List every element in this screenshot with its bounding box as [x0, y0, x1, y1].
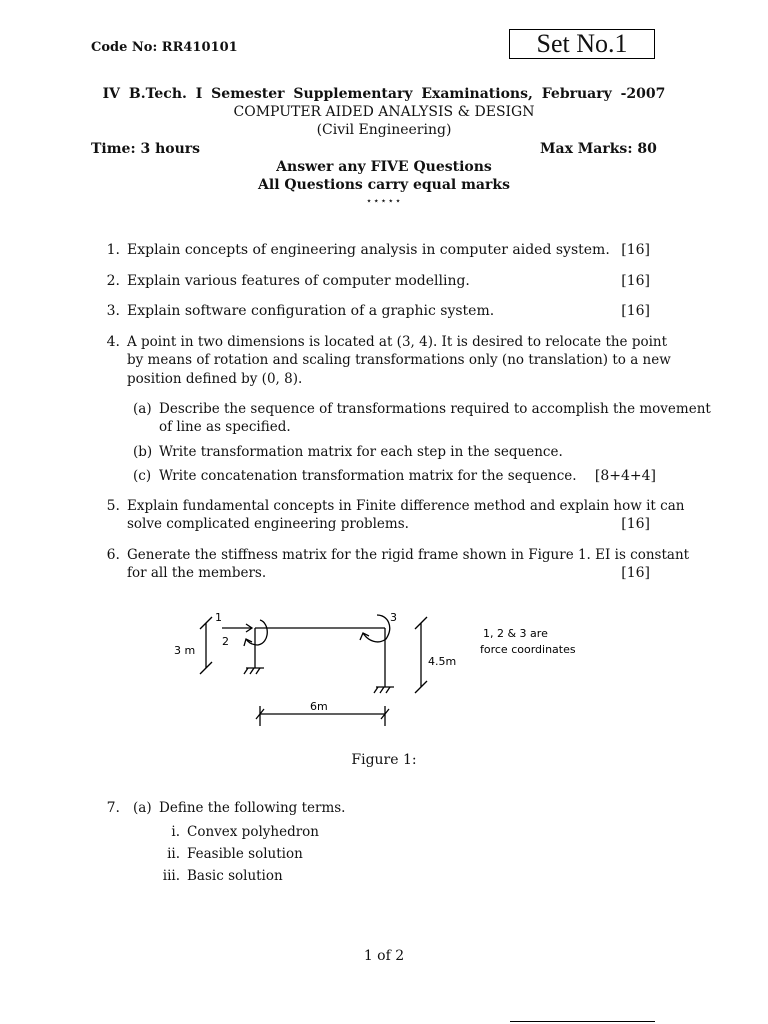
set-number-box: Set No.1	[509, 29, 655, 59]
item-text: Convex polyhedron	[187, 824, 319, 840]
part-text-line: Write concatenation transformation matrix for the sequence.	[159, 468, 577, 484]
coordinate-1-arrow	[222, 624, 252, 632]
left-height-label: 3 m	[174, 644, 196, 657]
part-label: (a)	[133, 401, 152, 417]
item-label: ii.	[167, 846, 180, 862]
figure-note-line-1: 1, 2 & 3 are	[483, 627, 548, 640]
part-text-line: Describe the sequence of transformations required to accomplish the movement	[159, 401, 711, 417]
coordinate-2-label: 2	[222, 635, 229, 648]
part-label: (a)	[133, 800, 152, 816]
question-text-line: solve complicated engineering problems.	[127, 516, 409, 532]
question-text-line: for all the members.	[127, 565, 267, 581]
span-label: 6m	[310, 700, 328, 713]
left-height-dimension	[200, 617, 212, 674]
question-number: 3.	[106, 303, 120, 319]
coordinate-3-label: 3	[390, 611, 397, 624]
question-text-line: Explain fundamental concepts in Finite difference method and explain how it can	[127, 498, 685, 514]
bottom-rule	[510, 1021, 655, 1022]
right-height-dimension	[415, 617, 427, 693]
part-text-line: of line as specified.	[159, 419, 291, 435]
question-number: 5.	[106, 498, 120, 514]
question-text-line: Generate the stiffness matrix for the rigid frame shown in Figure 1. EI is constant	[127, 547, 690, 563]
item-text: Feasible solution	[187, 846, 303, 862]
figure-note-line-2: force coordinates	[480, 643, 576, 656]
question-number: 4.	[106, 334, 120, 350]
question-text-line: A point in two dimensions is located at (3, 4). It is desired to relocate the point	[127, 334, 668, 350]
right-fixed-support	[374, 687, 394, 693]
star-separator: ⋆⋆⋆⋆⋆	[365, 196, 403, 207]
question-marks: [16]	[621, 303, 650, 319]
question-number: 6.	[106, 547, 120, 563]
question-text: Explain concepts of engineering analysis in computer aided system.	[127, 242, 610, 258]
item-label: iii.	[162, 868, 180, 884]
part-text: Define the following terms.	[159, 800, 346, 816]
question-marks: [16]	[621, 516, 650, 532]
subject-title: COMPUTER AIDED ANALYSIS & DESIGN	[233, 104, 535, 120]
part-label: (b)	[133, 444, 153, 460]
right-height-label: 4.5m	[428, 655, 457, 668]
left-fixed-support	[244, 668, 264, 674]
question-number: 1.	[106, 242, 120, 258]
item-text: Basic solution	[187, 868, 283, 884]
question-number: 2.	[106, 273, 120, 289]
question-text-line: by means of rotation and scaling transformations only (no translation) to a new	[127, 352, 671, 368]
question-number: 7.	[106, 800, 120, 816]
question-text: Explain various features of computer modelling.	[127, 273, 470, 289]
page-number: 1 of 2	[363, 948, 405, 964]
question-marks: [8+4+4]	[594, 468, 656, 484]
question-marks: [16]	[621, 242, 650, 258]
question-text-line: position defined by (0, 8).	[127, 371, 303, 387]
instruction-equal-marks: All Questions carry equal marks	[258, 177, 510, 193]
instruction-answer-five: Answer any FIVE Questions	[276, 159, 492, 175]
time-allowed: Time: 3 hours	[91, 141, 201, 157]
rigid-frame-figure	[160, 605, 600, 730]
figure-caption: Figure 1:	[351, 752, 417, 768]
max-marks: Max Marks: 80	[540, 141, 657, 157]
exam-title: IV B.Tech. I Semester Supplementary Examinations, February -2007	[102, 86, 666, 102]
question-marks: [16]	[621, 273, 650, 289]
branch-title: (Civil Engineering)	[316, 122, 452, 138]
part-text-line: Write transformation matrix for each step in the sequence.	[159, 444, 563, 460]
coordinate-1-label: 1	[215, 611, 222, 624]
exam-code: Code No: RR410101	[91, 40, 238, 55]
question-text: Explain software configuration of a graphic system.	[127, 303, 495, 319]
item-label: i.	[171, 824, 180, 840]
part-label: (c)	[133, 468, 152, 484]
question-marks: [16]	[621, 565, 650, 581]
